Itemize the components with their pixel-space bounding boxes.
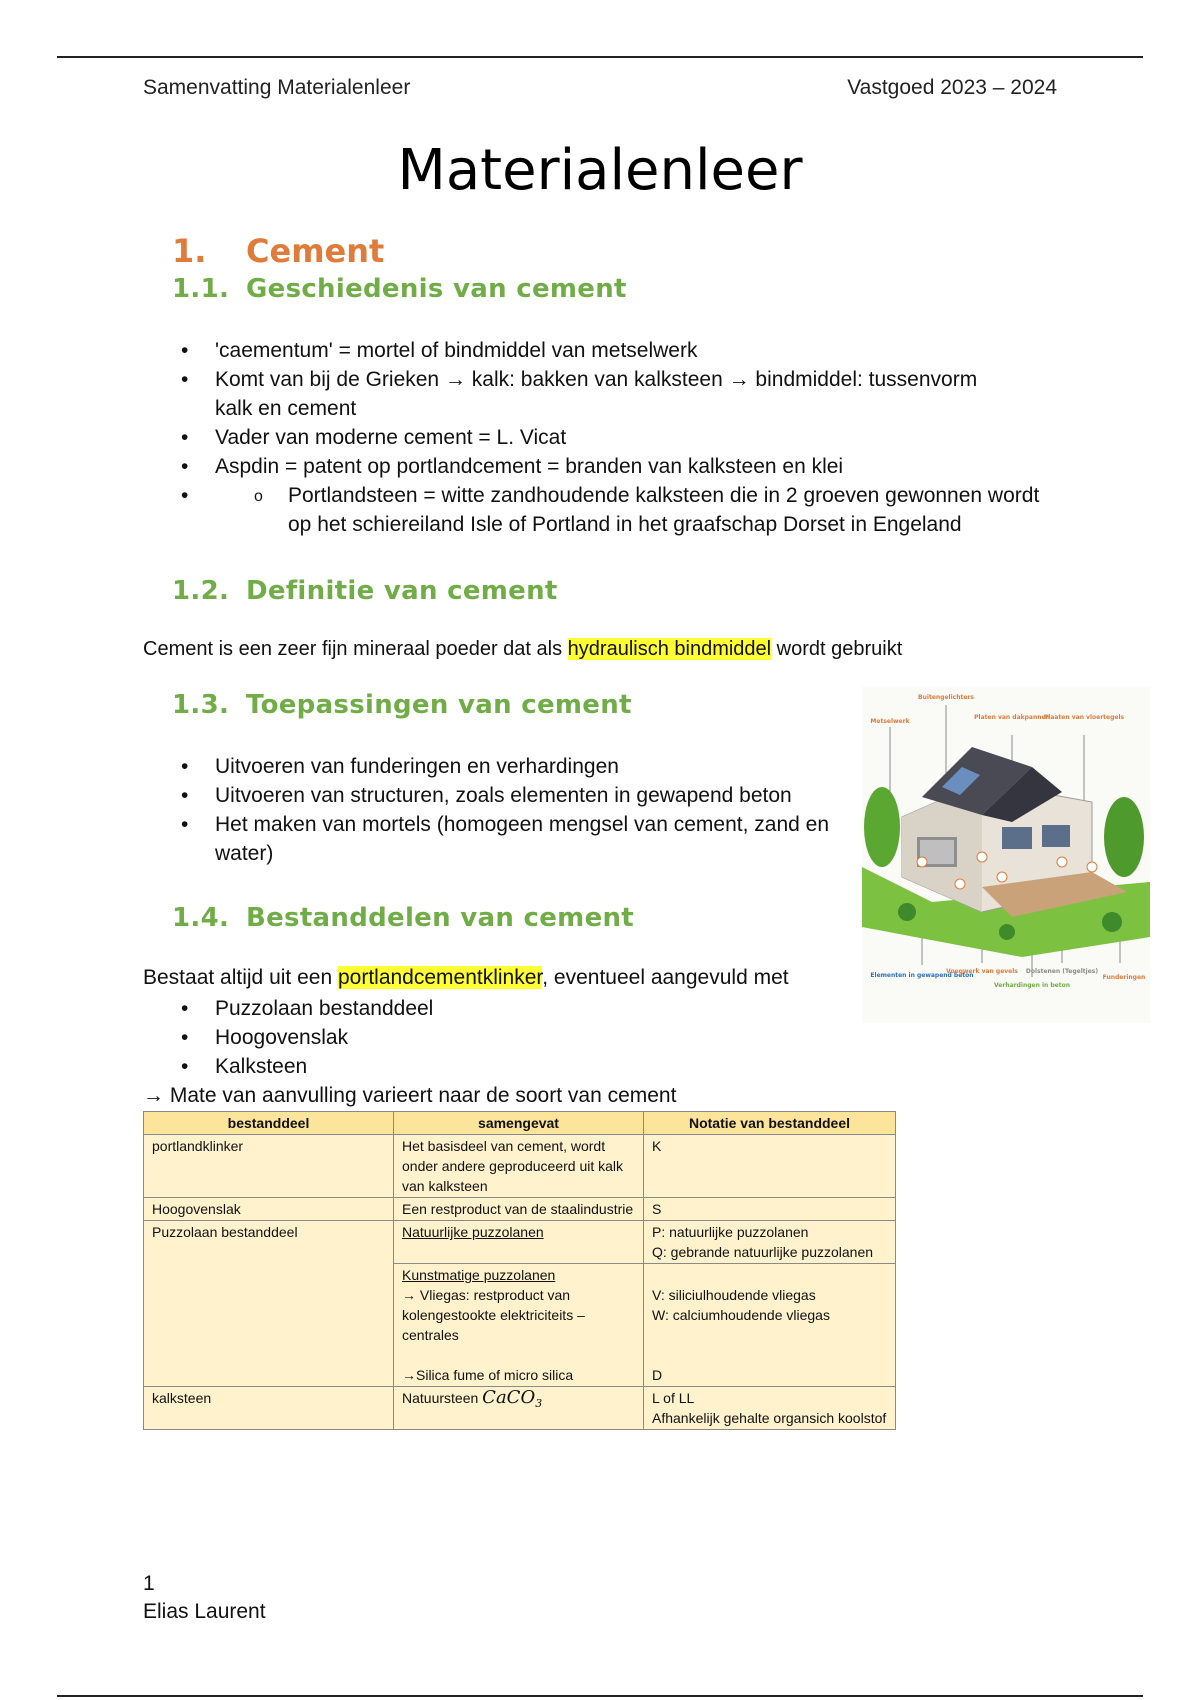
table-cell: Puzzolaan bestanddeel — [144, 1221, 394, 1387]
section-1-4-number: 1.4. — [172, 903, 230, 933]
natuursteen-text: Natuursteen — [402, 1390, 483, 1406]
notation-l-note: Afhankelijk gehalte organsich koolstof — [652, 1410, 887, 1426]
table-cell — [394, 1387, 644, 1430]
section-1-number: 1. — [172, 232, 207, 270]
table-row — [144, 1135, 896, 1198]
label-dakpannen: Platen van dakpannen — [974, 714, 1050, 721]
section-1-1-title: Geschiedenis van cement — [246, 274, 627, 304]
table-cell — [644, 1387, 896, 1430]
section-1-heading — [172, 232, 384, 270]
sub-list — [215, 481, 1045, 539]
table-cell: S — [644, 1198, 896, 1221]
header-rule — [57, 56, 1143, 58]
table-cell: K — [644, 1135, 896, 1198]
notation-l: L of LL — [652, 1390, 695, 1406]
section-1-3-title: Toepassingen van cement — [246, 690, 632, 720]
section-1-title: Cement — [246, 232, 385, 270]
spacer — [652, 1265, 887, 1285]
definition-highlight: hydraulisch bindmiddel — [567, 638, 772, 660]
document-title: Materialenleer — [397, 138, 803, 203]
label-buitengevel: Buitengelichters — [918, 694, 974, 701]
label-elementen: Elementen in gewapend beton — [870, 972, 974, 979]
table-header-cell: bestanddeel — [144, 1112, 394, 1135]
sub-list-container — [215, 481, 1045, 539]
page-number: 1 — [143, 1572, 155, 1595]
section-1-3-number: 1.3. — [172, 690, 230, 720]
table-row — [144, 1198, 896, 1221]
list-item: • Puzzolaan bestanddeel — [215, 994, 715, 1023]
table-cell: Het basisdeel van cement, wordt onder andere geproduceerd uit kalk van kalksteen — [394, 1135, 644, 1198]
header-right: Vastgoed 2023 – 2024 — [847, 76, 1057, 99]
list-item: • 'caementum' = mortel of bindmiddel van metselwerk — [215, 336, 1045, 365]
definition-paragraph — [143, 638, 902, 661]
applications-list — [215, 752, 845, 868]
label-dolsteen: Dolstenen (Tegeltjes) — [1025, 968, 1099, 975]
section-1-3-heading — [172, 690, 632, 720]
table-row — [144, 1387, 896, 1430]
section-1-1-heading — [172, 274, 627, 304]
components-highlight: portlandcementklinker — [337, 966, 543, 989]
table-cell — [394, 1221, 644, 1264]
header-left: Samenvatting Materialenleer — [143, 76, 411, 99]
artificial-pozzolans-title: Kunstmatige puzzolanen — [402, 1267, 556, 1283]
section-1-2-title: Definitie van cement — [246, 576, 558, 606]
house-illustration — [862, 687, 1150, 1023]
definition-text-pre: Cement is een zeer fijn mineraal poeder dat als — [143, 638, 568, 660]
section-1-2-heading — [172, 576, 558, 606]
table-cell: portlandklinker — [144, 1135, 394, 1198]
section-1-2-number: 1.2. — [172, 576, 230, 606]
list-item: • Uitvoeren van structuren, zoals elementen in gewapend beton — [215, 781, 845, 810]
notation-q: Q: gebrande natuurlijke puzzolanen — [652, 1244, 874, 1260]
table-cell — [644, 1221, 896, 1264]
table-cell — [644, 1264, 896, 1387]
history-list — [215, 336, 1045, 539]
table-cell: Een restproduct van de staalindustrie — [394, 1198, 644, 1221]
notation-p: P: natuurlijke puzzolanen — [652, 1224, 809, 1240]
arrow-note: → Mate van aanvulling varieert naar de soort van cement — [143, 1084, 677, 1107]
section-1-4-heading — [172, 903, 634, 933]
author-name: Elias Laurent — [143, 1600, 266, 1623]
label-verhardingen: Verhardingen in beton — [993, 982, 1071, 989]
components-text-post: , eventueel aangevuld met — [542, 966, 789, 989]
components-table — [143, 1111, 896, 1430]
table-cell — [394, 1264, 644, 1387]
section-1-4-title: Bestanddelen van cement — [246, 903, 635, 933]
list-item: • Hoogovenslak — [215, 1023, 715, 1052]
components-text-pre: Bestaat altijd uit een — [143, 966, 338, 989]
list-item: • Uitvoeren van funderingen en verhardingen — [215, 752, 845, 781]
list-item: • Kalksteen — [215, 1052, 715, 1081]
definition-text-post: wordt gebruikt — [771, 638, 903, 660]
table-header-cell: Notatie van bestanddeel — [644, 1112, 896, 1135]
table-cell: kalksteen — [144, 1387, 394, 1430]
label-vloertegels: Plaaten van vloertegels — [1043, 714, 1125, 721]
section-1-1-number: 1.1. — [172, 274, 230, 304]
components-paragraph — [143, 966, 789, 990]
spacer — [652, 1325, 887, 1365]
label-metselwerk: Metselwerk — [870, 718, 910, 725]
table-header-cell: samengevat — [394, 1112, 644, 1135]
table-header-row — [144, 1112, 896, 1135]
notation-d: D — [652, 1367, 663, 1383]
list-item: • Vader van moderne cement = L. Vicat — [215, 423, 1045, 452]
table-row — [144, 1221, 896, 1264]
caco3-formula: CaCO — [482, 1387, 536, 1408]
components-list — [215, 994, 715, 1081]
notation-w: W: calciumhoudende vliegas — [652, 1307, 830, 1323]
natural-pozzolans-title: Natuurlijke puzzolanen — [402, 1224, 544, 1240]
footer-rule — [57, 1695, 1143, 1697]
label-funderingen: Funderingen — [1102, 974, 1146, 981]
notation-v: V: siliciulhoudende vliegas — [652, 1287, 816, 1303]
caco3-subscript: 3 — [535, 1396, 543, 1410]
table-cell: Hoogovenslak — [144, 1198, 394, 1221]
list-item: • Komt van bij de Grieken → kalk: bakken van kalksteen → bindmiddel: tussenvorm kalk en cement — [215, 365, 1015, 423]
sub-list-item: o • Portlandsteen = witte zandhoudende kalksteen die in 2 groeven gewonnen wordt op het schiereiland Isle of Portland in het graafschap Dorset in Engeland — [288, 481, 1068, 539]
silica-fume-text: →Silica fume of micro silica — [402, 1367, 574, 1383]
spacer — [402, 1345, 635, 1365]
list-item: • Aspdin = patent op portlandcement = branden van kalksteen en klei — [215, 452, 1045, 481]
fly-ash-text: → Vliegas: restproduct van kolengestookte elektriciteits – centrales — [402, 1287, 585, 1343]
list-item: • Het maken van mortels (homogeen mengsel van cement, zand en water) — [215, 810, 845, 868]
label-voegwerk: Voegwerk van gevels — [946, 968, 1018, 975]
